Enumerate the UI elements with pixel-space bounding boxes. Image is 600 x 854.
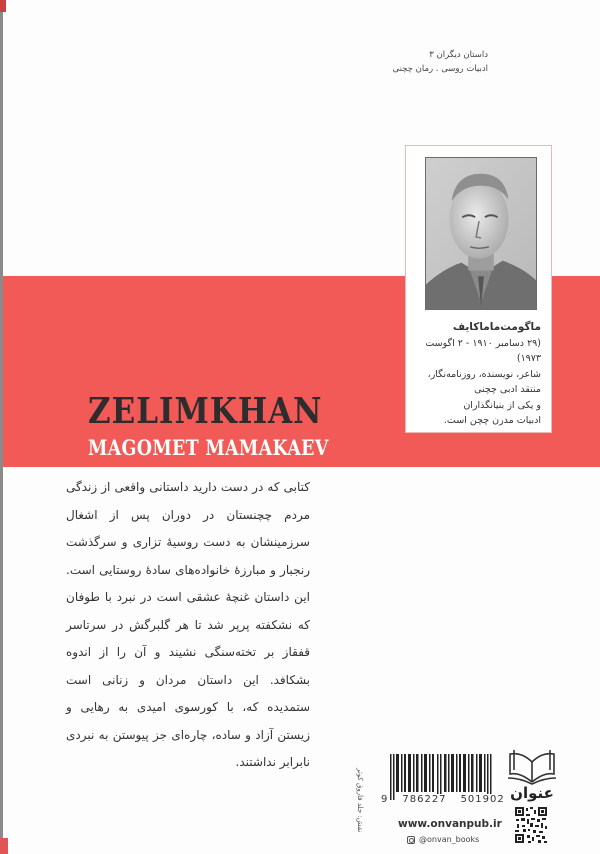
author-bio-line: ادبیات مدرن چچن است.: [443, 415, 541, 426]
author-bio: [414, 320, 541, 429]
series-title: داستان دیگران ۳: [429, 50, 488, 60]
social-handle: @onvan_books: [419, 835, 480, 844]
qr-code-icon: [514, 806, 548, 844]
publisher-logo-text: عنوان: [510, 784, 554, 802]
social-link[interactable]: [407, 835, 479, 844]
isbn-group: 501902: [460, 794, 505, 805]
author-bio-line: و یکی از بنیانگذاران: [463, 399, 541, 411]
author-box: [405, 145, 552, 433]
author-name: ماگومت‌ماماکایف: [452, 321, 541, 333]
isbn-number: [380, 794, 505, 805]
printer-note: نقش: جلد فاروق کوثر: [356, 767, 364, 833]
author-bio-line: شاعر، نویسنده، روزنامه‌نگار،: [427, 368, 541, 380]
isbn-group: 786227: [402, 794, 447, 805]
isbn-prefix: 9: [381, 794, 389, 805]
book-author: MAGOMET MAMAKAEV: [88, 437, 329, 461]
series-info: [308, 48, 488, 76]
instagram-icon: [407, 836, 415, 844]
corner-mark: [0, 838, 8, 854]
series-genre: ادبیات روسی . رمان چچنی: [392, 64, 488, 74]
book-title: ZELIMKHAN: [88, 391, 323, 433]
blurb-text: کتابی که در دست دارید داستانی واقعی از زندگی مردم چچنستان در دوران پس از اشغال سرزمینشان به دست روسیهٔ تزاری و سرگذشت رنجبار و مبارزهٔ خانواده‌های سادهٔ روستایی است. این داستان غنچهٔ عشقی است در نبرد با طوفان که نشکفته پرپر شد تا هر گلبرگش در سرتاسر قفقاز بر تخته‌سنگی نشیند و آن را از اندوه بشکافد. این داستان مردان و زنانی است ستمدیده که، با کورسوی امیدی به رهایی و زیستن آزاد و ساده، چاره‌ای جز پیوستن به نبردی نابرابر نداشتند.: [66, 480, 310, 769]
author-bio-line: منتقد ادبی چچنی: [474, 384, 541, 395]
corner-mark: [0, 0, 6, 12]
back-matter: [340, 740, 600, 854]
author-dates: (۲۹ دسامبر ۱۹۱۰ - ۲ اگوست ۱۹۷۳): [425, 337, 541, 364]
publisher-website[interactable]: www.onvanpub.ir: [398, 818, 502, 830]
author-portrait-icon: [425, 157, 537, 310]
